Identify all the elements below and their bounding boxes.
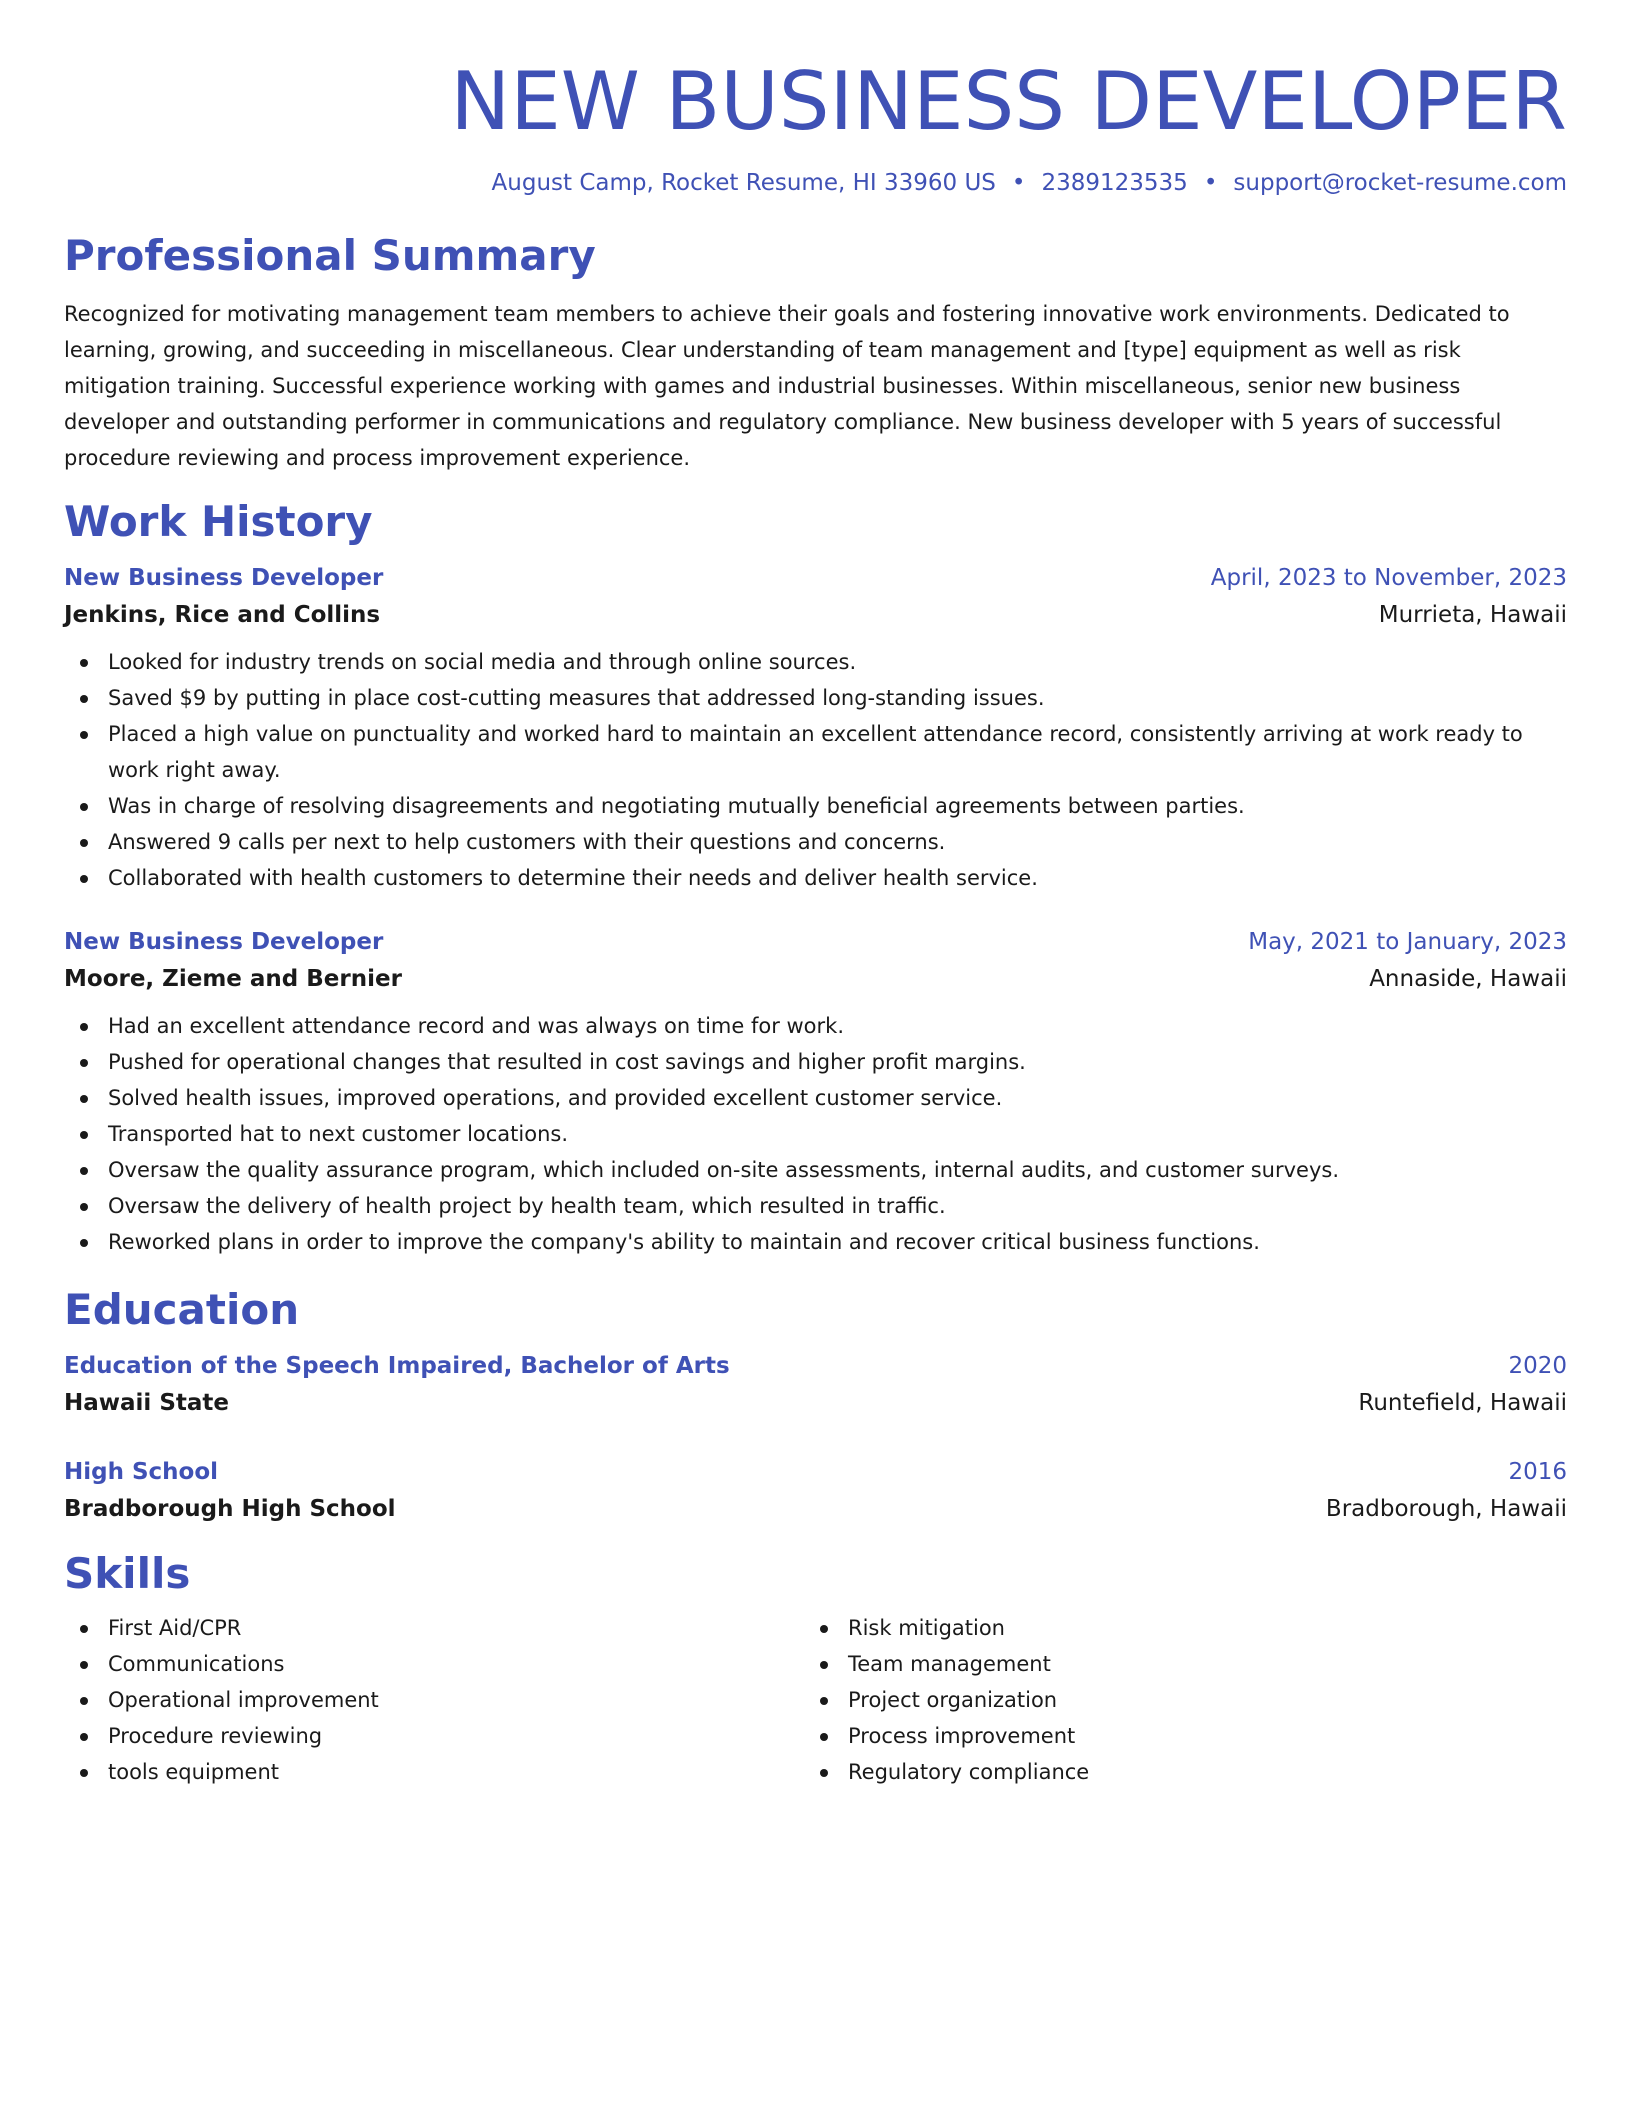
- job-subheader: [64, 960, 1567, 998]
- education-entry: [64, 1454, 1567, 1528]
- resume-page: [64, 0, 1567, 1790]
- education-school: Hawaii State: [64, 1390, 229, 1416]
- education-header: [64, 1454, 1567, 1490]
- contact-separator: •: [1203, 170, 1218, 196]
- list-item: Placed a high value on punctuality and worked hard to maintain an excellent attendance record, consistently arriving at work ready to work right away.: [64, 716, 1567, 788]
- list-item: Reworked plans in order to improve the company's ability to maintain and recover critical business functions.: [64, 1224, 1567, 1260]
- job-title: New Business Developer: [64, 565, 384, 591]
- skill-item: tools equipment: [64, 1754, 804, 1790]
- education-year: 2016: [1508, 1459, 1567, 1485]
- skill-item: Communications: [64, 1646, 804, 1682]
- job-entry: [64, 924, 1567, 1260]
- education-location: Runtefield, Hawaii: [1358, 1390, 1567, 1416]
- summary-text: Recognized for motivating management team members to achieve their goals and fostering innovative work environments. Dedicated to learning, growing, and succeeding in miscellaneous. Clear understanding of team management and [type] equipment as well as risk mitigation training. Successful experience working with games and industrial businesses. Within miscellaneous, senior new business developer and outstanding performer in communications and regulatory compliance. New business developer with 5 years of successful procedure reviewing and process improvement experience.: [64, 302, 1510, 470]
- contact-separator: •: [1011, 170, 1026, 196]
- job-entry: [64, 560, 1567, 896]
- work-history-heading: Work History: [64, 497, 373, 546]
- education-header: [64, 1348, 1567, 1384]
- skills-heading: Skills: [64, 1549, 191, 1598]
- education-subheader: [64, 1490, 1567, 1528]
- summary-heading: Professional Summary: [64, 231, 596, 280]
- skill-item: Procedure reviewing: [64, 1718, 804, 1754]
- skill-item: Operational improvement: [64, 1682, 804, 1718]
- skill-item: Team management: [804, 1646, 1544, 1682]
- skills-list-right: [804, 1610, 1544, 1790]
- skill-item: First Aid/CPR: [64, 1610, 804, 1646]
- job-bullet-list: [64, 644, 1567, 896]
- job-company: Moore, Zieme and Bernier: [64, 966, 402, 992]
- education-degree: Education of the Speech Impaired, Bachelor of Arts: [64, 1353, 730, 1379]
- education-entry: [64, 1348, 1567, 1422]
- job-header: [64, 924, 1567, 960]
- job-dates: April, 2023 to November, 2023: [1210, 565, 1567, 591]
- education-year: 2020: [1508, 1353, 1567, 1379]
- skills-list-left: [64, 1610, 804, 1790]
- list-item: Was in charge of resolving disagreements and negotiating mutually beneficial agreements between parties.: [64, 788, 1567, 824]
- education-heading: Education: [64, 1285, 300, 1334]
- list-item: Solved health issues, improved operations, and provided excellent customer service.: [64, 1080, 1567, 1116]
- list-item: Oversaw the delivery of health project by health team, which resulted in traffic.: [64, 1188, 1567, 1224]
- list-item: Pushed for operational changes that resulted in cost savings and higher profit margins.: [64, 1044, 1567, 1080]
- skill-item: Regulatory compliance: [804, 1754, 1544, 1790]
- skill-item: Process improvement: [804, 1718, 1544, 1754]
- job-header: [64, 560, 1567, 596]
- skills-columns: [64, 1610, 1567, 1790]
- job-title: New Business Developer: [64, 929, 384, 955]
- education-degree: High School: [64, 1459, 219, 1485]
- job-location: Annaside, Hawaii: [1369, 966, 1567, 992]
- list-item: Had an excellent attendance record and was always on time for work.: [64, 1008, 1567, 1044]
- education-subheader: [64, 1384, 1567, 1422]
- list-item: Transported hat to next customer locations.: [64, 1116, 1567, 1152]
- job-subheader: [64, 596, 1567, 634]
- job-location: Murrieta, Hawaii: [1378, 602, 1567, 628]
- job-company: Jenkins, Rice and Collins: [64, 602, 381, 628]
- contact-line: [64, 168, 1567, 198]
- list-item: Answered 9 calls per next to help customers with their questions and concerns.: [64, 824, 1567, 860]
- skill-item: Risk mitigation: [804, 1610, 1544, 1646]
- education-location: Bradborough, Hawaii: [1325, 1496, 1567, 1522]
- skill-item: Project organization: [804, 1682, 1544, 1718]
- list-item: Saved $9 by putting in place cost-cutting measures that addressed long-standing issues.: [64, 680, 1567, 716]
- list-item: Collaborated with health customers to determine their needs and deliver health service.: [64, 860, 1567, 896]
- job-bullet-list: [64, 1008, 1567, 1260]
- contact-address: August Camp, Rocket Resume, HI 33960 US: [491, 170, 996, 196]
- education-school: Bradborough High School: [64, 1496, 396, 1522]
- list-item: Looked for industry trends on social media and through online sources.: [64, 644, 1567, 680]
- job-dates: May, 2021 to January, 2023: [1248, 929, 1567, 955]
- contact-email: support@rocket-resume.com: [1233, 170, 1567, 196]
- resume-name-title: NEW BUSINESS DEVELOPER: [450, 55, 1567, 148]
- contact-phone: 2389123535: [1041, 170, 1188, 196]
- list-item: Oversaw the quality assurance program, which included on-site assessments, internal audits, and customer surveys.: [64, 1152, 1567, 1188]
